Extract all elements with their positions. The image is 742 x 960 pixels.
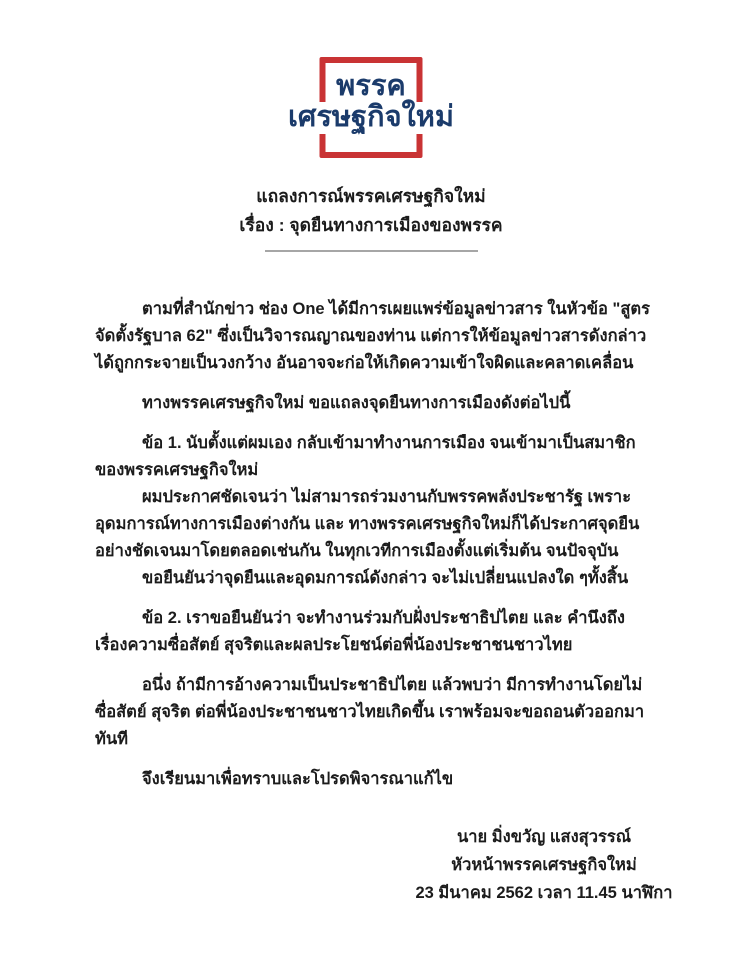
statement-paragraph: ผมประกาศชัดเจนว่า ไม่สามารถร่วมงานกับพรรคพลังประชารัฐ เพราะอุดมการณ์ทางการเมือง​ต่างกัน และ ทางพรรคเศรษฐกิจใหม่ก็ได้ประกาศจุดยืนอย่างชัดเจนมาโดยตลอดเช่นกัน ในทุกเวที​การเมืองตั้งแต่เริ่มต้น จนปัจจุบัน	[95, 488, 640, 560]
statement-paragraph: จึงเรียนมาเพื่อทราบและโปรดพิจารณาแก้ไข	[142, 770, 454, 788]
statement-subject: เรื่อง : จุดยืนทางการเมืองของพรรค	[239, 215, 503, 235]
signatory-title: หัวหน้าพรรคเศรษฐกิจใหม่	[451, 856, 637, 874]
logo-text-bottom: เศรษฐกิจใหม่	[282, 102, 460, 134]
signatory-name: นาย มิ่งขวัญ แสงสุวรรณ์	[456, 828, 632, 846]
signature-block	[379, 823, 709, 907]
statement-paragraph: ตามที่สำนักข่าว ช่อง One ได้มีการเผยแพร่ข้อมูลข่าวสาร ในหัวข้อ "สูตรจัดตั้งรัฐบาล 62" ซึ่ง​เป็นวิจารณญาณของท่าน แต่การให้ข้อมูลข่าวสารดังกล่าวได้ถูกกระจายเป็นวงกว้าง อันอาจจะ​ก่อให้เกิดความเข้าใจผิดและคลาดเคลื่อน	[95, 300, 651, 372]
statement-paragraph: อนึ่ง ถ้ามีการอ้างความเป็นประชาธิปไตย แล้วพบว่า มีการทำงานโดยไม่ซื่อสัตย์ สุจริต ต่อพี่​น้องประชาชนชาวไทยเกิดขึ้น เราพร้อมจะขอถอนตัวออกมาทันที	[95, 676, 645, 748]
statement-paragraph: ข้อ 1. นับตั้งแต่ผมเอง กลับเข้ามาทำงานการเมือง จนเข้ามาเป็นสมาชิกของพรรคเศรษฐกิจ​ใหม่	[95, 434, 636, 479]
statement-paragraph: ขอยืนยันว่าจุดยืนและอุดมการณ์ดังกล่าว จะไม่เปลี่ยนแปลงใด ๆทั้งสิ้น	[142, 569, 629, 587]
title-divider	[265, 250, 478, 252]
statement-datetime: 23 มีนาคม 2562 เวลา 11.45 นาฬิกา	[415, 884, 673, 902]
statement-paragraph: ทางพรรคเศรษฐกิจใหม่ ขอแถลงจุดยืนทางการเมืองดังต่อไปนี้	[142, 394, 571, 412]
statement-body	[95, 296, 655, 793]
party-logo	[0, 57, 742, 160]
statement-header	[0, 182, 742, 240]
logo-text-top: พรรค	[336, 70, 406, 102]
statement-paragraph: ข้อ 2. เราขอยืนยันว่า จะทำงานร่วมกับฝั่งประชาธิปไตย และ คำนึงถึง เรื่องความซื่อสัตย์ สุจริต​และผลประโยชน์ต่อพี่น้องประชาชนชาวไทย	[95, 609, 625, 654]
statement-title: แถลงการณ์พรรคเศรษฐกิจใหม่	[256, 186, 486, 206]
